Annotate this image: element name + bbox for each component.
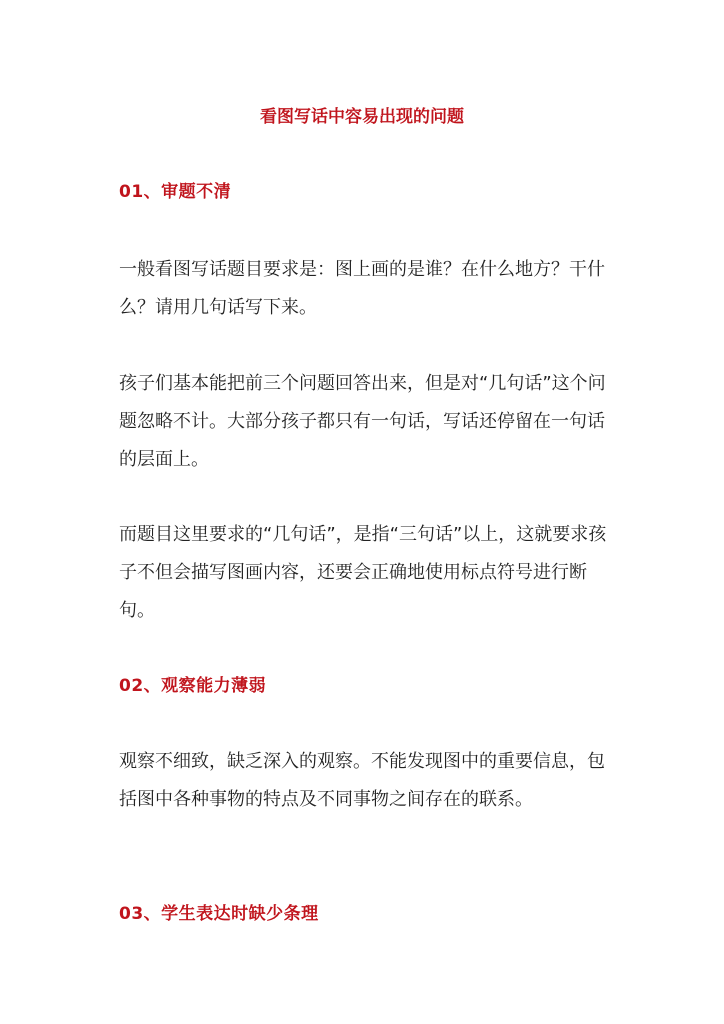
page-title: 看图写话中容易出现的问题 bbox=[260, 107, 464, 127]
paragraph-2-1: 观察不细致，缺乏深入的观察。不能发现图中的重要信息，包括图中各种事物的特点及不同事物之间存在的联系。 bbox=[119, 751, 605, 810]
paragraph-1-2: 孩子们基本能把前三个问题回答出来，但是对“几句话”这个问题忽略不计。大部分孩子都只有一句话，写话还停留在一句话的层面上。 bbox=[119, 373, 606, 470]
section-heading-01: 01、审题不清 bbox=[119, 182, 232, 202]
section-heading-02: 02、观察能力薄弱 bbox=[119, 676, 267, 696]
paragraph-1-3: 而题目这里要求的“几句话”，是指“三句话”以上，这就要求孩子不但会描写图画内容，还要会正确地使用标点符号进行断句。 bbox=[119, 524, 607, 621]
paragraph-1-1: 一般看图写话题目要求是：图上画的是谁？在什么地方？干什么？请用几句话写下来。 bbox=[119, 259, 605, 318]
section-heading-03: 03、学生表达时缺少条理 bbox=[119, 904, 319, 924]
